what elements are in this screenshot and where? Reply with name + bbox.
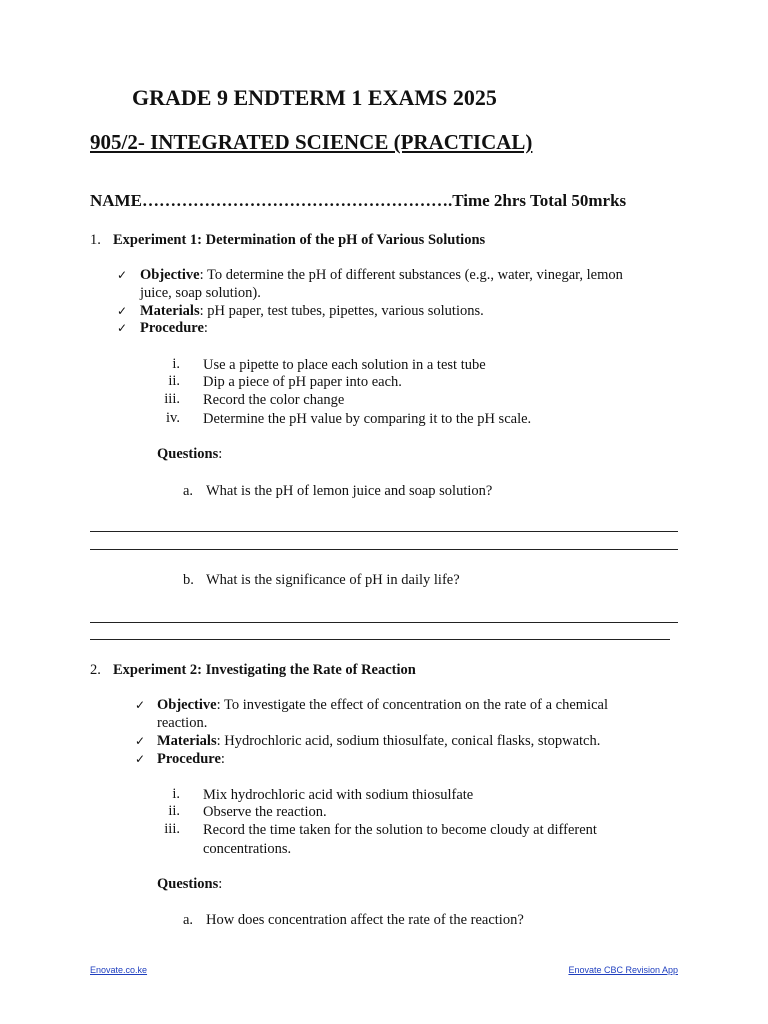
- footer-link-revision-app[interactable]: Enovate CBC Revision App: [568, 965, 678, 975]
- question-letter: a.: [183, 912, 194, 928]
- objective-text: : To determine the pH of different substances (e.g., water, vinegar, lemon: [199, 267, 623, 283]
- procedure-step: Observe the reaction.: [203, 804, 327, 820]
- questions-colon: :: [218, 876, 223, 892]
- experiment-2-heading: Experiment 2: Investigating the Rate of Reaction: [113, 662, 416, 678]
- answer-line[interactable]: [90, 639, 670, 640]
- procedure-step: Dip a piece of pH paper into each.: [203, 374, 402, 390]
- check-icon: ✓: [117, 321, 128, 335]
- check-icon: ✓: [135, 734, 146, 748]
- step-number: iii.: [164, 821, 180, 837]
- procedure-label: Procedure: [157, 751, 221, 767]
- step-number: ii.: [168, 373, 180, 389]
- procedure-step-cont: concentrations.: [203, 841, 292, 857]
- footer-link-enovate-site[interactable]: Enovate.co.ke: [90, 965, 148, 975]
- answer-line[interactable]: [90, 531, 678, 532]
- objective-text: : To investigate the effect of concentration on the rate of a chemical: [216, 697, 608, 713]
- question-text: What is the pH of lemon juice and soap solution?: [206, 483, 493, 499]
- name-time-total-row: NAME……………………………………………….Time 2hrs Total 50mrks: [90, 191, 627, 210]
- answer-line[interactable]: [90, 622, 678, 623]
- exam-title: GRADE 9 ENDTERM 1 EXAMS 2025: [132, 85, 497, 110]
- check-icon: ✓: [117, 268, 128, 282]
- question-text: How does concentration affect the rate of the reaction?: [206, 912, 524, 928]
- step-number: ii.: [168, 803, 180, 819]
- step-number: i.: [172, 786, 180, 802]
- materials-text: : Hydrochloric acid, sodium thiosulfate, conical flasks, stopwatch.: [216, 733, 601, 749]
- experiment-2-materials: [157, 732, 600, 750]
- procedure-label: Procedure: [140, 320, 204, 336]
- procedure-step: Record the time taken for the solution to become cloudy at different: [203, 822, 597, 838]
- experiment-1-number: 1.: [90, 232, 101, 248]
- question-letter: b.: [183, 572, 194, 588]
- procedure-step: Mix hydrochloric acid with sodium thiosulfate: [203, 787, 474, 803]
- check-icon: ✓: [135, 752, 146, 766]
- answer-line[interactable]: [90, 549, 678, 550]
- questions-heading: [157, 445, 222, 463]
- paper-subtitle: 905/2- INTEGRATED SCIENCE (PRACTICAL): [90, 130, 533, 154]
- procedure-step: Determine the pH value by comparing it to the pH scale.: [203, 411, 532, 427]
- materials-label: Materials: [140, 303, 200, 319]
- questions-heading: [157, 875, 222, 893]
- questions-label: Questions: [157, 446, 219, 462]
- experiment-1-procedure: [140, 319, 208, 337]
- experiment-1-materials: [140, 302, 484, 320]
- procedure-colon: :: [220, 751, 225, 767]
- experiment-2-objective: [157, 696, 608, 714]
- check-icon: ✓: [135, 698, 146, 712]
- experiment-1-objective-cont: juice, soap solution).: [140, 285, 261, 301]
- question-text: What is the significance of pH in daily life?: [206, 572, 460, 588]
- procedure-step: Record the color change: [203, 392, 345, 408]
- experiment-2-objective-cont: reaction.: [157, 715, 208, 731]
- experiment-2-procedure: [157, 750, 225, 768]
- questions-label: Questions: [157, 876, 219, 892]
- step-number: iii.: [164, 391, 180, 407]
- experiment-1-heading: Experiment 1: Determination of the pH of Various Solutions: [113, 232, 486, 248]
- check-icon: ✓: [117, 304, 128, 318]
- question-letter: a.: [183, 483, 194, 499]
- materials-text: : pH paper, test tubes, pipettes, various solutions.: [199, 303, 484, 319]
- procedure-step: Use a pipette to place each solution in a test tube: [203, 357, 486, 373]
- experiment-1-objective: [140, 266, 623, 284]
- objective-label: Objective: [140, 267, 200, 283]
- objective-label: Objective: [157, 697, 217, 713]
- step-number: iv.: [166, 410, 180, 426]
- step-number: i.: [172, 356, 180, 372]
- questions-colon: :: [218, 446, 223, 462]
- procedure-colon: :: [203, 320, 208, 336]
- materials-label: Materials: [157, 733, 217, 749]
- experiment-2-number: 2.: [90, 662, 101, 678]
